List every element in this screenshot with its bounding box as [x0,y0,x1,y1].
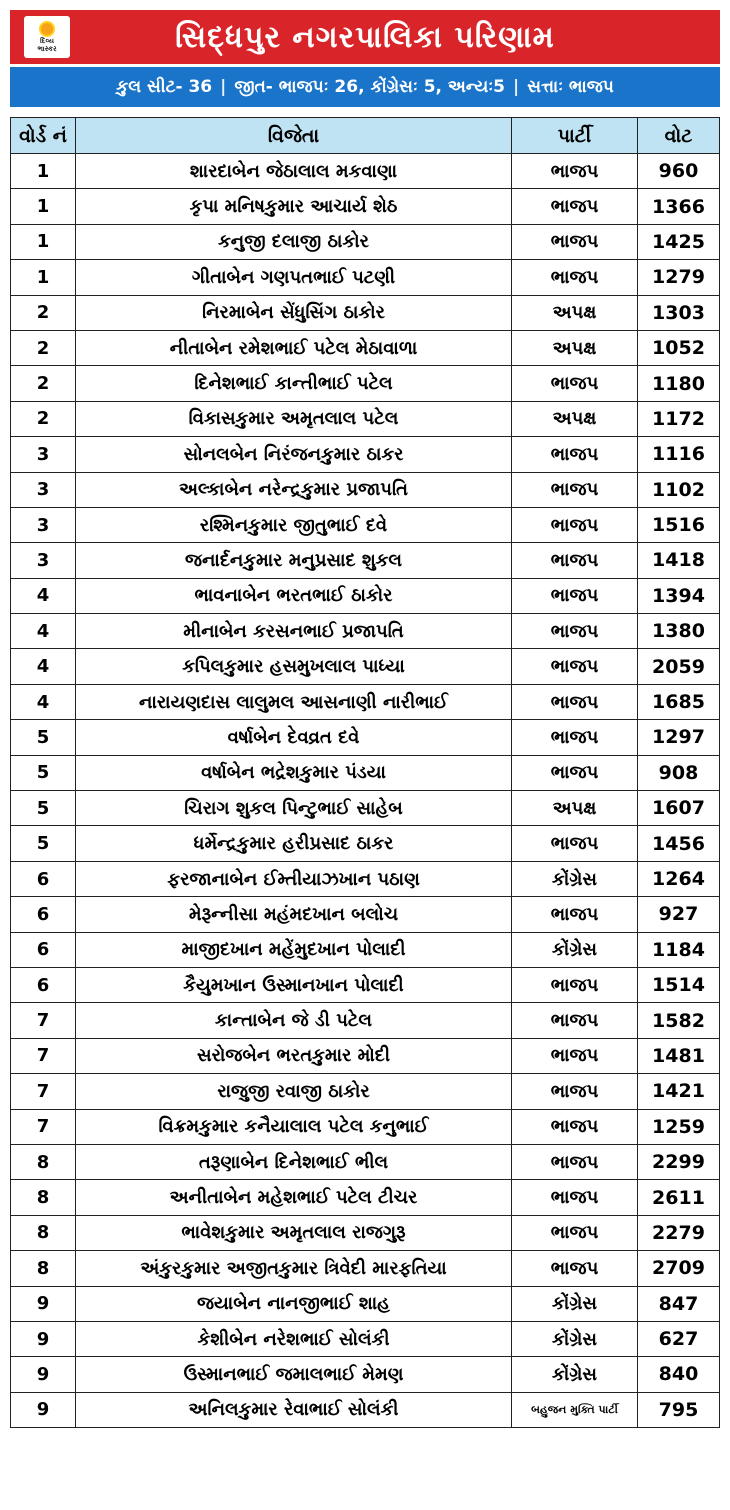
header-winner: વિજેતા [76,118,512,154]
table-row [11,826,720,861]
cell-ward: 7 [11,1038,76,1073]
cell-winner-name: તરૂણાબેન દિનેશભાઈ ભીલ [76,1144,512,1179]
cell-votes: 1102 [638,472,720,507]
cell-winner-name: નિરમાબેન સેંધુસિંગ ઠાકોર [76,295,512,330]
cell-votes: 1394 [638,578,720,613]
cell-party: ભાજપ [512,1215,638,1250]
cell-ward: 1 [11,224,76,259]
cell-winner-name: સોનલબેન નિરંજનકુમાર ઠાકર [76,437,512,472]
cell-ward: 2 [11,401,76,436]
cell-winner-name: ફરજાનાબેન ઈમ્તીયાઝખાન પઠાણ [76,861,512,896]
cell-party: ભાજપ [512,366,638,401]
cell-ward: 3 [11,437,76,472]
cell-party: ભાજપ [512,1144,638,1179]
cell-ward: 8 [11,1180,76,1215]
cell-party: ભાજપ [512,224,638,259]
cell-ward: 9 [11,1321,76,1356]
cell-winner-name: કાન્તાબેન જે ડી પટેલ [76,1003,512,1038]
cell-party: ભાજપ [512,826,638,861]
table-row [11,1357,720,1392]
cell-winner-name: ભાવેશકુમાર અમૃતલાલ રાજગુરૂ [76,1215,512,1250]
table-row [11,578,720,613]
cell-votes: 927 [638,897,720,932]
cell-ward: 1 [11,260,76,295]
table-row [11,1215,720,1250]
cell-votes: 1297 [638,720,720,755]
table-row [11,1286,720,1321]
table-row [11,720,720,755]
cell-winner-name: નારાયણદાસ લાલુમલ આસનાણી નારીભાઈ [76,684,512,719]
total-seats: કુલ સીટ- 36 [116,77,213,97]
cell-winner-name: કેશીબેન નરેશભાઈ સોલંકી [76,1321,512,1356]
cell-party: ભાજપ [512,543,638,578]
cell-party: ભાજપ [512,260,638,295]
cell-votes: 1685 [638,684,720,719]
cell-votes: 1052 [638,330,720,365]
cell-winner-name: સરોજબેન ભરતકુમાર મોદી [76,1038,512,1073]
cell-votes: 1421 [638,1074,720,1109]
cell-votes: 1425 [638,224,720,259]
cell-votes: 1116 [638,437,720,472]
cell-ward: 5 [11,791,76,826]
table-row [11,1321,720,1356]
cell-ward: 2 [11,295,76,330]
cell-votes: 908 [638,755,720,790]
cell-party: ભાજપ [512,1180,638,1215]
cell-ward: 8 [11,1144,76,1179]
cell-votes: 1366 [638,189,720,224]
cell-ward: 5 [11,755,76,790]
table-row [11,861,720,896]
cell-votes: 1582 [638,1003,720,1038]
cell-party: ભાજપ [512,472,638,507]
cell-party: ભાજપ [512,614,638,649]
table-row [11,1251,720,1286]
cell-winner-name: ઉસ્માનભાઈ જમાલભાઈ મેમણ [76,1357,512,1392]
title-bar [10,10,720,64]
cell-votes: 1456 [638,826,720,861]
cell-winner-name: વિક્રમકુમાર કનૈયાલાલ પટેલ કનુભાઈ [76,1109,512,1144]
table-row [11,472,720,507]
cell-winner-name: મીનાબેન કરસનભાઈ પ્રજાપતિ [76,614,512,649]
summary-bar [10,67,720,107]
cell-ward: 4 [11,684,76,719]
cell-ward: 4 [11,578,76,613]
cell-party: કોંગ્રેસ [512,1321,638,1356]
cell-ward: 2 [11,366,76,401]
cell-party: કોંગ્રેસ [512,932,638,967]
cell-winner-name: રશ્મિનકુમાર જીતુભાઈ દવે [76,507,512,542]
cell-votes: 1180 [638,366,720,401]
cell-ward: 5 [11,826,76,861]
cell-party: ભાજપ [512,1003,638,1038]
table-row [11,967,720,1002]
cell-ward: 1 [11,189,76,224]
table-row [11,897,720,932]
table-row [11,330,720,365]
logo-text-line2: ભાસ્કર [37,45,57,53]
results-table [10,117,720,1428]
table-header-row [11,118,720,154]
cell-winner-name: ગીતાબેન ગણપતભાઈ પટણી [76,260,512,295]
cell-party: ભાજપ [512,154,638,189]
table-body [11,154,720,1428]
cell-winner-name: કૃપા મનિષકુમાર આચાર્ય શેઠ [76,189,512,224]
table-row [11,791,720,826]
cell-ward: 8 [11,1215,76,1250]
cell-winner-name: દિનેશભાઈ કાન્તીભાઈ પટેલ [76,366,512,401]
cell-party: ભાજપ [512,1038,638,1073]
cell-ward: 6 [11,932,76,967]
cell-ward: 9 [11,1357,76,1392]
cell-votes: 840 [638,1357,720,1392]
table-row [11,401,720,436]
cell-winner-name: કનુજી દલાજી ઠાકોર [76,224,512,259]
cell-ward: 9 [11,1392,76,1427]
table-row [11,932,720,967]
cell-votes: 795 [638,1392,720,1427]
header-party: પાર્ટી [512,118,638,154]
cell-winner-name: કૈયુમખાન ઉસ્માનખાન પોલાદી [76,967,512,1002]
cell-votes: 1607 [638,791,720,826]
cell-winner-name: વર્ષાબેન ભદ્રેશકુમાર પંડયા [76,755,512,790]
cell-party: ભાજપ [512,897,638,932]
table-row [11,224,720,259]
cell-party: ભાજપ [512,507,638,542]
table-row [11,755,720,790]
table-row [11,295,720,330]
divider: | [220,77,227,97]
cell-winner-name: જયાબેન નાનજીભાઈ શાહ [76,1286,512,1321]
cell-winner-name: શારદાબેન જેઠાલાલ મકવાણા [76,154,512,189]
table-row [11,543,720,578]
table-row [11,260,720,295]
cell-party: બહુજન મુક્તિ પાર્ટી [512,1392,638,1427]
cell-winner-name: અલ્કાબેન નરેન્દ્રકુમાર પ્રજાપતિ [76,472,512,507]
cell-party: અપક્ષ [512,401,638,436]
cell-winner-name: ધર્મેન્દ્રકુમાર હરીપ્રસાદ ઠાકર [76,826,512,861]
cell-winner-name: ચિરાગ શુકલ પિન્ટુભાઈ સાહેબ [76,791,512,826]
table-row [11,1003,720,1038]
cell-votes: 1264 [638,861,720,896]
cell-winner-name: વર્ષાબેન દેવવ્રત દવે [76,720,512,755]
cell-votes: 2279 [638,1215,720,1250]
table-row [11,649,720,684]
cell-votes: 1259 [638,1109,720,1144]
cell-party: ભાજપ [512,649,638,684]
cell-ward: 5 [11,720,76,755]
cell-votes: 1303 [638,295,720,330]
cell-party: ભાજપ [512,684,638,719]
cell-votes: 1516 [638,507,720,542]
cell-winner-name: જનાર્દનકુમાર મનુપ્રસાદ શુકલ [76,543,512,578]
cell-party: ભાજપ [512,1074,638,1109]
cell-party: ભાજપ [512,189,638,224]
cell-party: ભાજપ [512,437,638,472]
sun-icon [39,21,55,37]
cell-party: ભાજપ [512,720,638,755]
cell-winner-name: અનીતાબેન મહેશભાઈ પટેલ ટીચર [76,1180,512,1215]
cell-ward: 9 [11,1286,76,1321]
cell-winner-name: મેરૂન્નીસા મહંમદખાન બલોચ [76,897,512,932]
cell-winner-name: માજીદખાન મહેંમુદખાન પોલાદી [76,932,512,967]
table-row [11,1180,720,1215]
cell-ward: 3 [11,543,76,578]
cell-ward: 7 [11,1109,76,1144]
cell-votes: 2709 [638,1251,720,1286]
cell-votes: 1380 [638,614,720,649]
cell-ward: 4 [11,614,76,649]
table-row [11,189,720,224]
cell-party: ભાજપ [512,578,638,613]
seats-won: જીત- ભાજપઃ 26, કોંગ્રેસઃ 5, અન્યઃ5 [234,77,505,97]
cell-votes: 1279 [638,260,720,295]
table-row [11,684,720,719]
table-row [11,1109,720,1144]
header-votes: વોટ [638,118,720,154]
table-row [11,154,720,189]
table-row [11,1392,720,1427]
table-row [11,437,720,472]
table-row [11,1144,720,1179]
cell-votes: 2059 [638,649,720,684]
cell-votes: 1172 [638,401,720,436]
cell-votes: 1184 [638,932,720,967]
cell-votes: 627 [638,1321,720,1356]
ruling-party: સત્તાઃ ભાજપ [527,77,614,97]
table-row [11,366,720,401]
cell-ward: 1 [11,154,76,189]
cell-party: કોંગ્રેસ [512,861,638,896]
cell-ward: 6 [11,967,76,1002]
cell-winner-name: અનિલકુમાર રેવાભાઈ સોલંકી [76,1392,512,1427]
table-row [11,507,720,542]
cell-party: અપક્ષ [512,330,638,365]
cell-winner-name: રાજુજી રવાજી ઠાકોર [76,1074,512,1109]
cell-votes: 960 [638,154,720,189]
cell-party: અપક્ષ [512,295,638,330]
cell-party: કોંગ્રેસ [512,1357,638,1392]
cell-ward: 4 [11,649,76,684]
cell-ward: 6 [11,897,76,932]
cell-party: ભાજપ [512,967,638,1002]
cell-votes: 1481 [638,1038,720,1073]
cell-votes: 1418 [638,543,720,578]
cell-party: ભાજપ [512,1251,638,1286]
cell-votes: 847 [638,1286,720,1321]
cell-ward: 6 [11,861,76,896]
cell-winner-name: વિકાસકુમાર અમૃતલાલ પટેલ [76,401,512,436]
divider: | [512,77,520,97]
cell-winner-name: ભાવનાબેન ભરતભાઈ ઠાકોર [76,578,512,613]
table-row [11,1074,720,1109]
cell-ward: 7 [11,1074,76,1109]
logo-text-line1: દિવ્ય [40,37,54,45]
page-title: સિદ્ધપુર નગરપાલિકા પરિણામ [175,19,555,55]
cell-ward: 2 [11,330,76,365]
cell-winner-name: અંકુરકુમાર અજીતકુમાર ત્રિવેદી મારફતિયા [76,1251,512,1286]
cell-ward: 3 [11,472,76,507]
cell-votes: 1514 [638,967,720,1002]
cell-party: ભાજપ [512,755,638,790]
cell-votes: 2611 [638,1180,720,1215]
cell-ward: 3 [11,507,76,542]
cell-votes: 2299 [638,1144,720,1179]
cell-party: અપક્ષ [512,791,638,826]
cell-party: કોંગ્રેસ [512,1286,638,1321]
cell-ward: 7 [11,1003,76,1038]
table-row [11,614,720,649]
header-ward: વોર્ડ નં [11,118,76,154]
cell-winner-name: કપિલકુમાર હસમુખલાલ પાધ્યા [76,649,512,684]
cell-ward: 8 [11,1251,76,1286]
cell-winner-name: નીતાબેન રમેશભાઈ પટેલ મેઠાવાળા [76,330,512,365]
table-row [11,1038,720,1073]
divya-bhaskar-logo [24,16,70,58]
cell-party: ભાજપ [512,1109,638,1144]
